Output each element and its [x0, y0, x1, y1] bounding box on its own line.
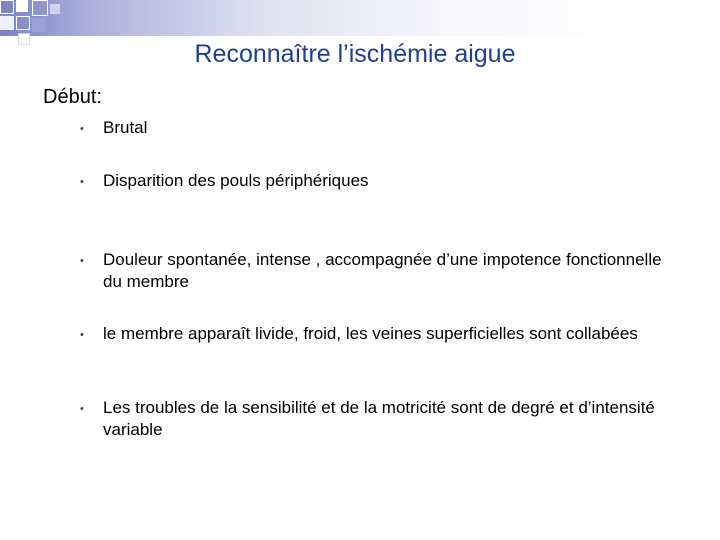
slide-title: Reconnaître l’ischémie aigue [194, 40, 516, 68]
bullet-text: Les troubles de la sensibilité et de la motricité sont de degré et d’intensité variable [103, 398, 655, 439]
bullet-dot-icon: • [80, 123, 84, 135]
bullet-text: Disparition des pouls périphériques [103, 171, 369, 190]
bullet-dot-icon: • [80, 329, 84, 341]
bullet-text: le membre apparaît livide, froid, les veines superficielles sont collabées [103, 324, 638, 343]
bullet-dot-icon: • [80, 176, 84, 188]
bullet-text: Brutal [103, 118, 148, 137]
bullet-text: Douleur spontanée, intense , accompagnée d’une impotence fonctionnelle du membre [103, 250, 662, 291]
bullet-dot-icon: • [80, 255, 84, 267]
bullet-dot-icon: • [80, 403, 84, 415]
section-heading: Début: [43, 86, 102, 108]
